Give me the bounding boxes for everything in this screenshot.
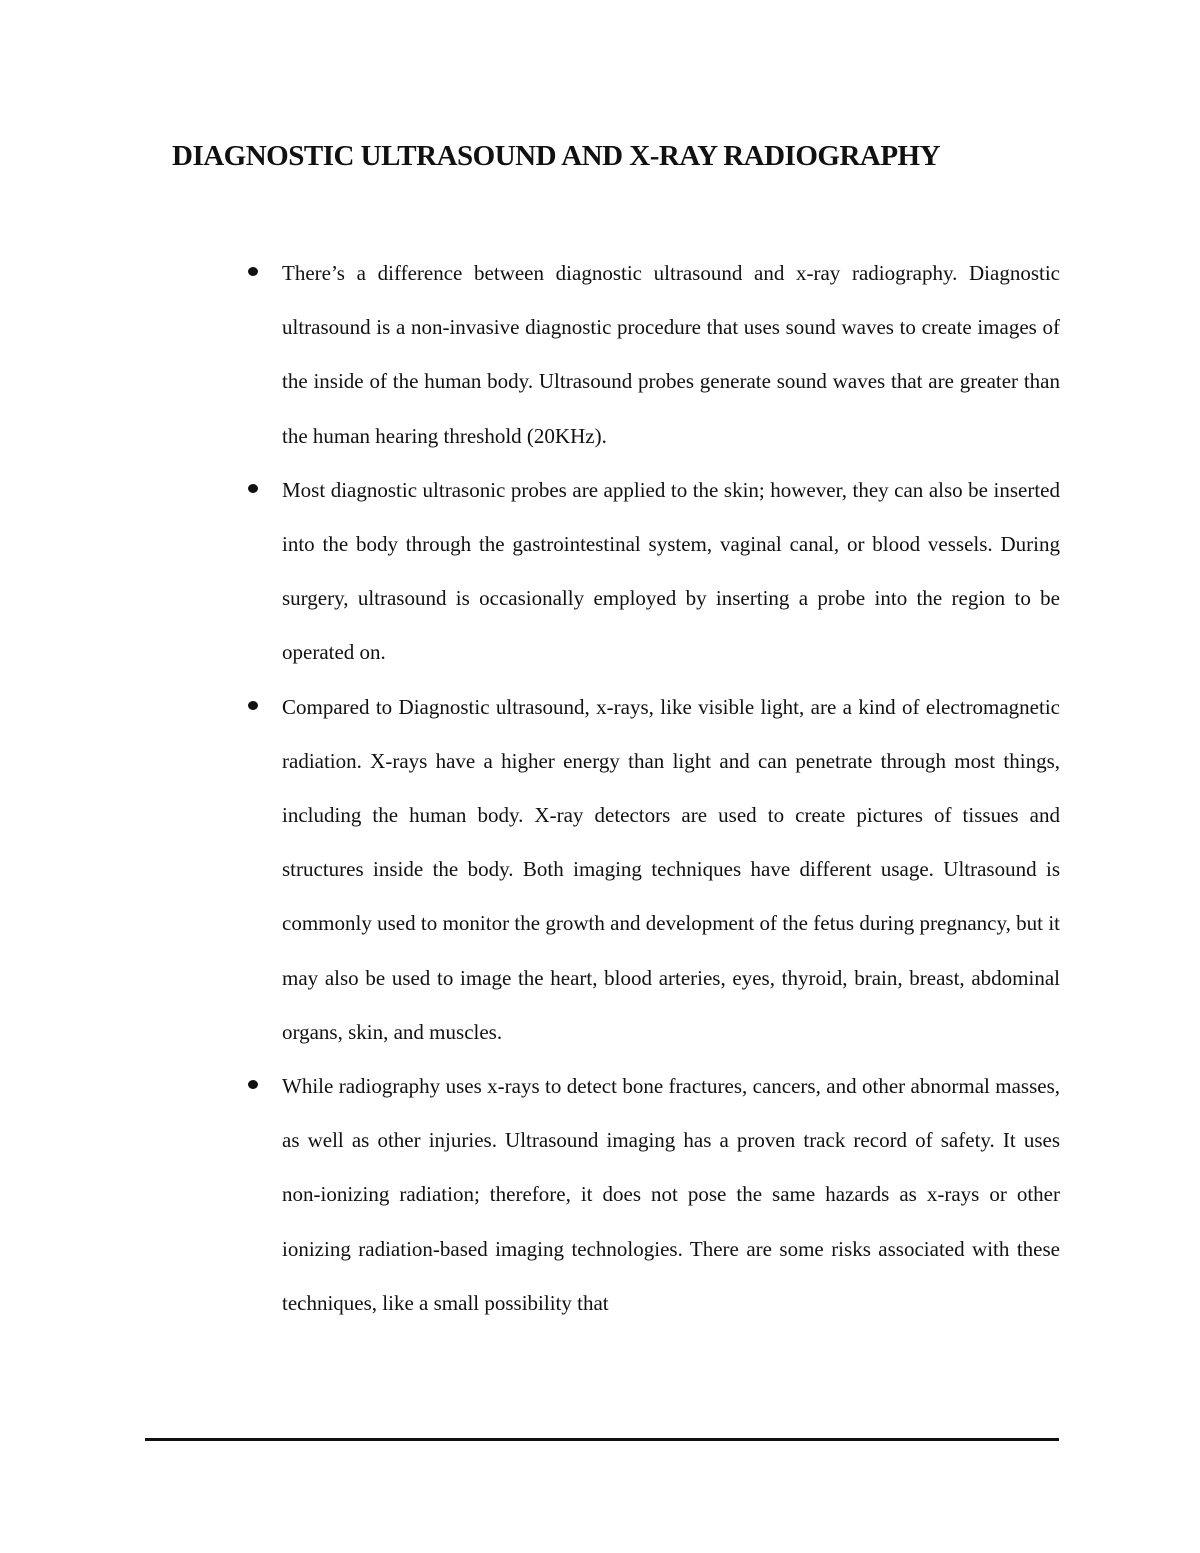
bullet-point-icon [248,267,258,276]
bullet-list [240,246,1060,1330]
bullet-text: Compared to Diagnostic ultrasound, x-rays, like visible light, are a kind of electromagnetic radiation. X-rays have a higher energy than light and can penetrate through most things, including the human body. X-ray detectors are used to create pictures of tissues and structures inside the body. Both imaging techniques have different usage. Ultrasound is commonly used to monitor the growth and development of the fetus during pregnancy, but it may also be used to image the heart, blood arteries, eyes, thyroid, brain, breast, abdominal organs, skin, and muscles. [282,694,1060,1044]
bullet-item [240,1059,1060,1330]
footer-divider [145,1438,1059,1441]
document-title: DIAGNOSTIC ULTRASOUND AND X-RAY RADIOGRAPHY [172,140,941,172]
bullet-point-icon [248,1080,258,1089]
bullet-text: While radiography uses x-rays to detect bone fractures, cancers, and other abnormal masses, as well as other injuries. Ultrasound imaging has a proven track record of safety. It uses non-ionizing radiation; therefore, it does not pose the same hazards as x-rays or other ionizing radiation-based imaging technologies. There are some risks associated with these techniques, like a small possibility that [282,1074,1060,1315]
bullet-item [240,463,1060,680]
bullet-text: Most diagnostic ultrasonic probes are applied to the skin; however, they can also be inserted into the body through the gastrointestinal system, vaginal canal, or blood vessels. During surgery, ultrasound is occasionally employed by inserting a probe into the region to be operated on. [282,477,1060,665]
bullet-item [240,246,1060,463]
bullet-item [240,680,1060,1059]
bullet-point-icon [248,701,258,710]
bullet-text: There’s a difference between diagnostic ultrasound and x-ray radiography. Diagnostic ultrasound is a non-invasive diagnostic procedure that uses sound waves to create images of the inside of the human body. Ultrasound probes generate sound waves that are greater than the human hearing threshold (20KHz). [282,261,1060,448]
bullet-point-icon [248,484,258,493]
